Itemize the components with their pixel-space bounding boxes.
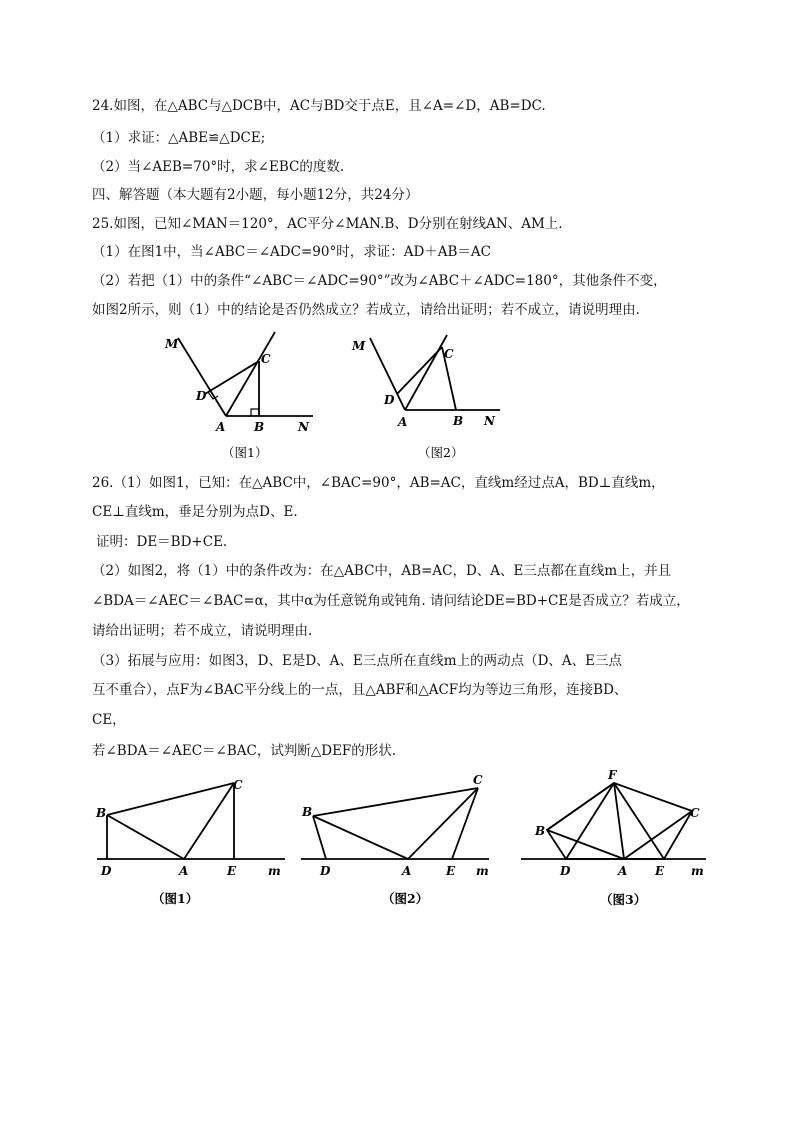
label-E: E bbox=[227, 864, 237, 878]
label-C: C bbox=[444, 347, 454, 361]
q26-figure-3 bbox=[516, 765, 716, 915]
q24-part1: （1）求证：△ABE≌△DCE; bbox=[92, 130, 266, 146]
label-N: N bbox=[484, 414, 495, 428]
label-C: C bbox=[690, 806, 700, 820]
q26-line6: 请给出证明；若不成立，请说明理由. bbox=[92, 623, 313, 639]
label-C: C bbox=[261, 352, 271, 366]
label-B: B bbox=[535, 824, 546, 838]
q26-line2: CE⊥直线m，垂足分别为点D、E. bbox=[92, 504, 298, 520]
label-A: A bbox=[398, 415, 408, 429]
label-B: B bbox=[254, 420, 265, 434]
label-A: A bbox=[402, 864, 412, 878]
figure-caption: （图2） bbox=[418, 445, 464, 460]
q25-part2b: 如图2所示，则（1）中的结论是否仍然成立？若成立，请给出证明；若不成立，请说明理由. bbox=[92, 302, 640, 318]
q26-line9: CE， bbox=[92, 712, 126, 728]
label-D: D bbox=[196, 389, 207, 403]
label-D: D bbox=[560, 864, 571, 878]
q26-line4: （2）如图2，将（1）中的条件改为：在△ABC中，AB=AC，D、A、E三点都在直线m上，并且 bbox=[92, 563, 672, 579]
q26-line8: 互不重合），点F为∠BAC平分线上的一点，且△ABF和△ACF均为等边三角形，连接BD、 bbox=[92, 682, 628, 698]
q25-figure-1 bbox=[158, 335, 338, 465]
label-A: A bbox=[216, 420, 226, 434]
label-C: C bbox=[233, 778, 243, 792]
label-m: m bbox=[268, 864, 281, 878]
label-A: A bbox=[179, 864, 189, 878]
q26-line7: （3）拓展与应用：如图3，D、E是D、A、E三点所在直线m上的两动点（D、A、E三点 bbox=[92, 653, 623, 669]
q26-line3: 证明：DE＝BD+CE. bbox=[96, 534, 228, 550]
q26-line10: 若∠BDA＝∠AEC＝∠BAC，试判断△DEF的形状. bbox=[92, 743, 397, 759]
figure-caption: （图1） bbox=[152, 891, 199, 906]
label-D: D bbox=[384, 393, 395, 407]
label-N: N bbox=[298, 420, 309, 434]
figure-caption: （图3） bbox=[600, 892, 647, 907]
figure-caption: （图1） bbox=[222, 445, 268, 460]
label-A: A bbox=[618, 864, 628, 878]
label-m: m bbox=[691, 864, 704, 878]
label-C: C bbox=[473, 773, 483, 787]
label-D: D bbox=[101, 864, 112, 878]
label-M: M bbox=[352, 339, 366, 353]
q26-line5: ∠BDA＝∠AEC＝∠BAC=α，其中α为任意锐角或钝角. 请问结论DE=BD+CE是否成立？若成立， bbox=[92, 593, 690, 609]
figure-caption: （图2） bbox=[382, 891, 429, 906]
q26-figure-1 bbox=[92, 775, 292, 915]
label-E: E bbox=[446, 864, 456, 878]
q24-stem: 24.如图，在△ABC与△DCB中，AC与BD交于点E，且∠A=∠D，AB=DC. bbox=[92, 98, 546, 114]
label-B: B bbox=[302, 805, 313, 819]
q24-part2: （2）当∠AEB=70°时，求∠EBC的度数. bbox=[92, 159, 345, 175]
q25-part1: （1）在图1中，当∠ABC＝∠ADC=90°时，求证：AD＋AB＝AC bbox=[92, 244, 492, 260]
label-E: E bbox=[655, 864, 665, 878]
q26-line1: 26.（1）如图1，已知：在△ABC中，∠BAC=90°，AB=AC，直线m经过点A，BD⊥直线m， bbox=[92, 475, 665, 491]
q25-part2a: （2）若把（1）中的条件“∠ABC＝∠ADC=90°”改为∠ABC＋∠ADC=180°，其他条件不变， bbox=[92, 273, 667, 289]
label-B: B bbox=[96, 806, 107, 820]
label-M: M bbox=[165, 337, 179, 351]
q25-stem: 25.如图，已知∠MAN＝120°，AC平分∠MAN.B、D分别在射线AN、AM上. bbox=[92, 216, 563, 232]
label-F: F bbox=[608, 768, 617, 782]
q26-figure-2 bbox=[296, 770, 496, 915]
label-m: m bbox=[476, 864, 489, 878]
section-heading: 四、解答题（本大题有2小题，每小题12分，共24分） bbox=[92, 187, 419, 203]
label-B: B bbox=[453, 414, 464, 428]
label-D: D bbox=[320, 864, 331, 878]
q25-figure-2 bbox=[350, 335, 520, 465]
